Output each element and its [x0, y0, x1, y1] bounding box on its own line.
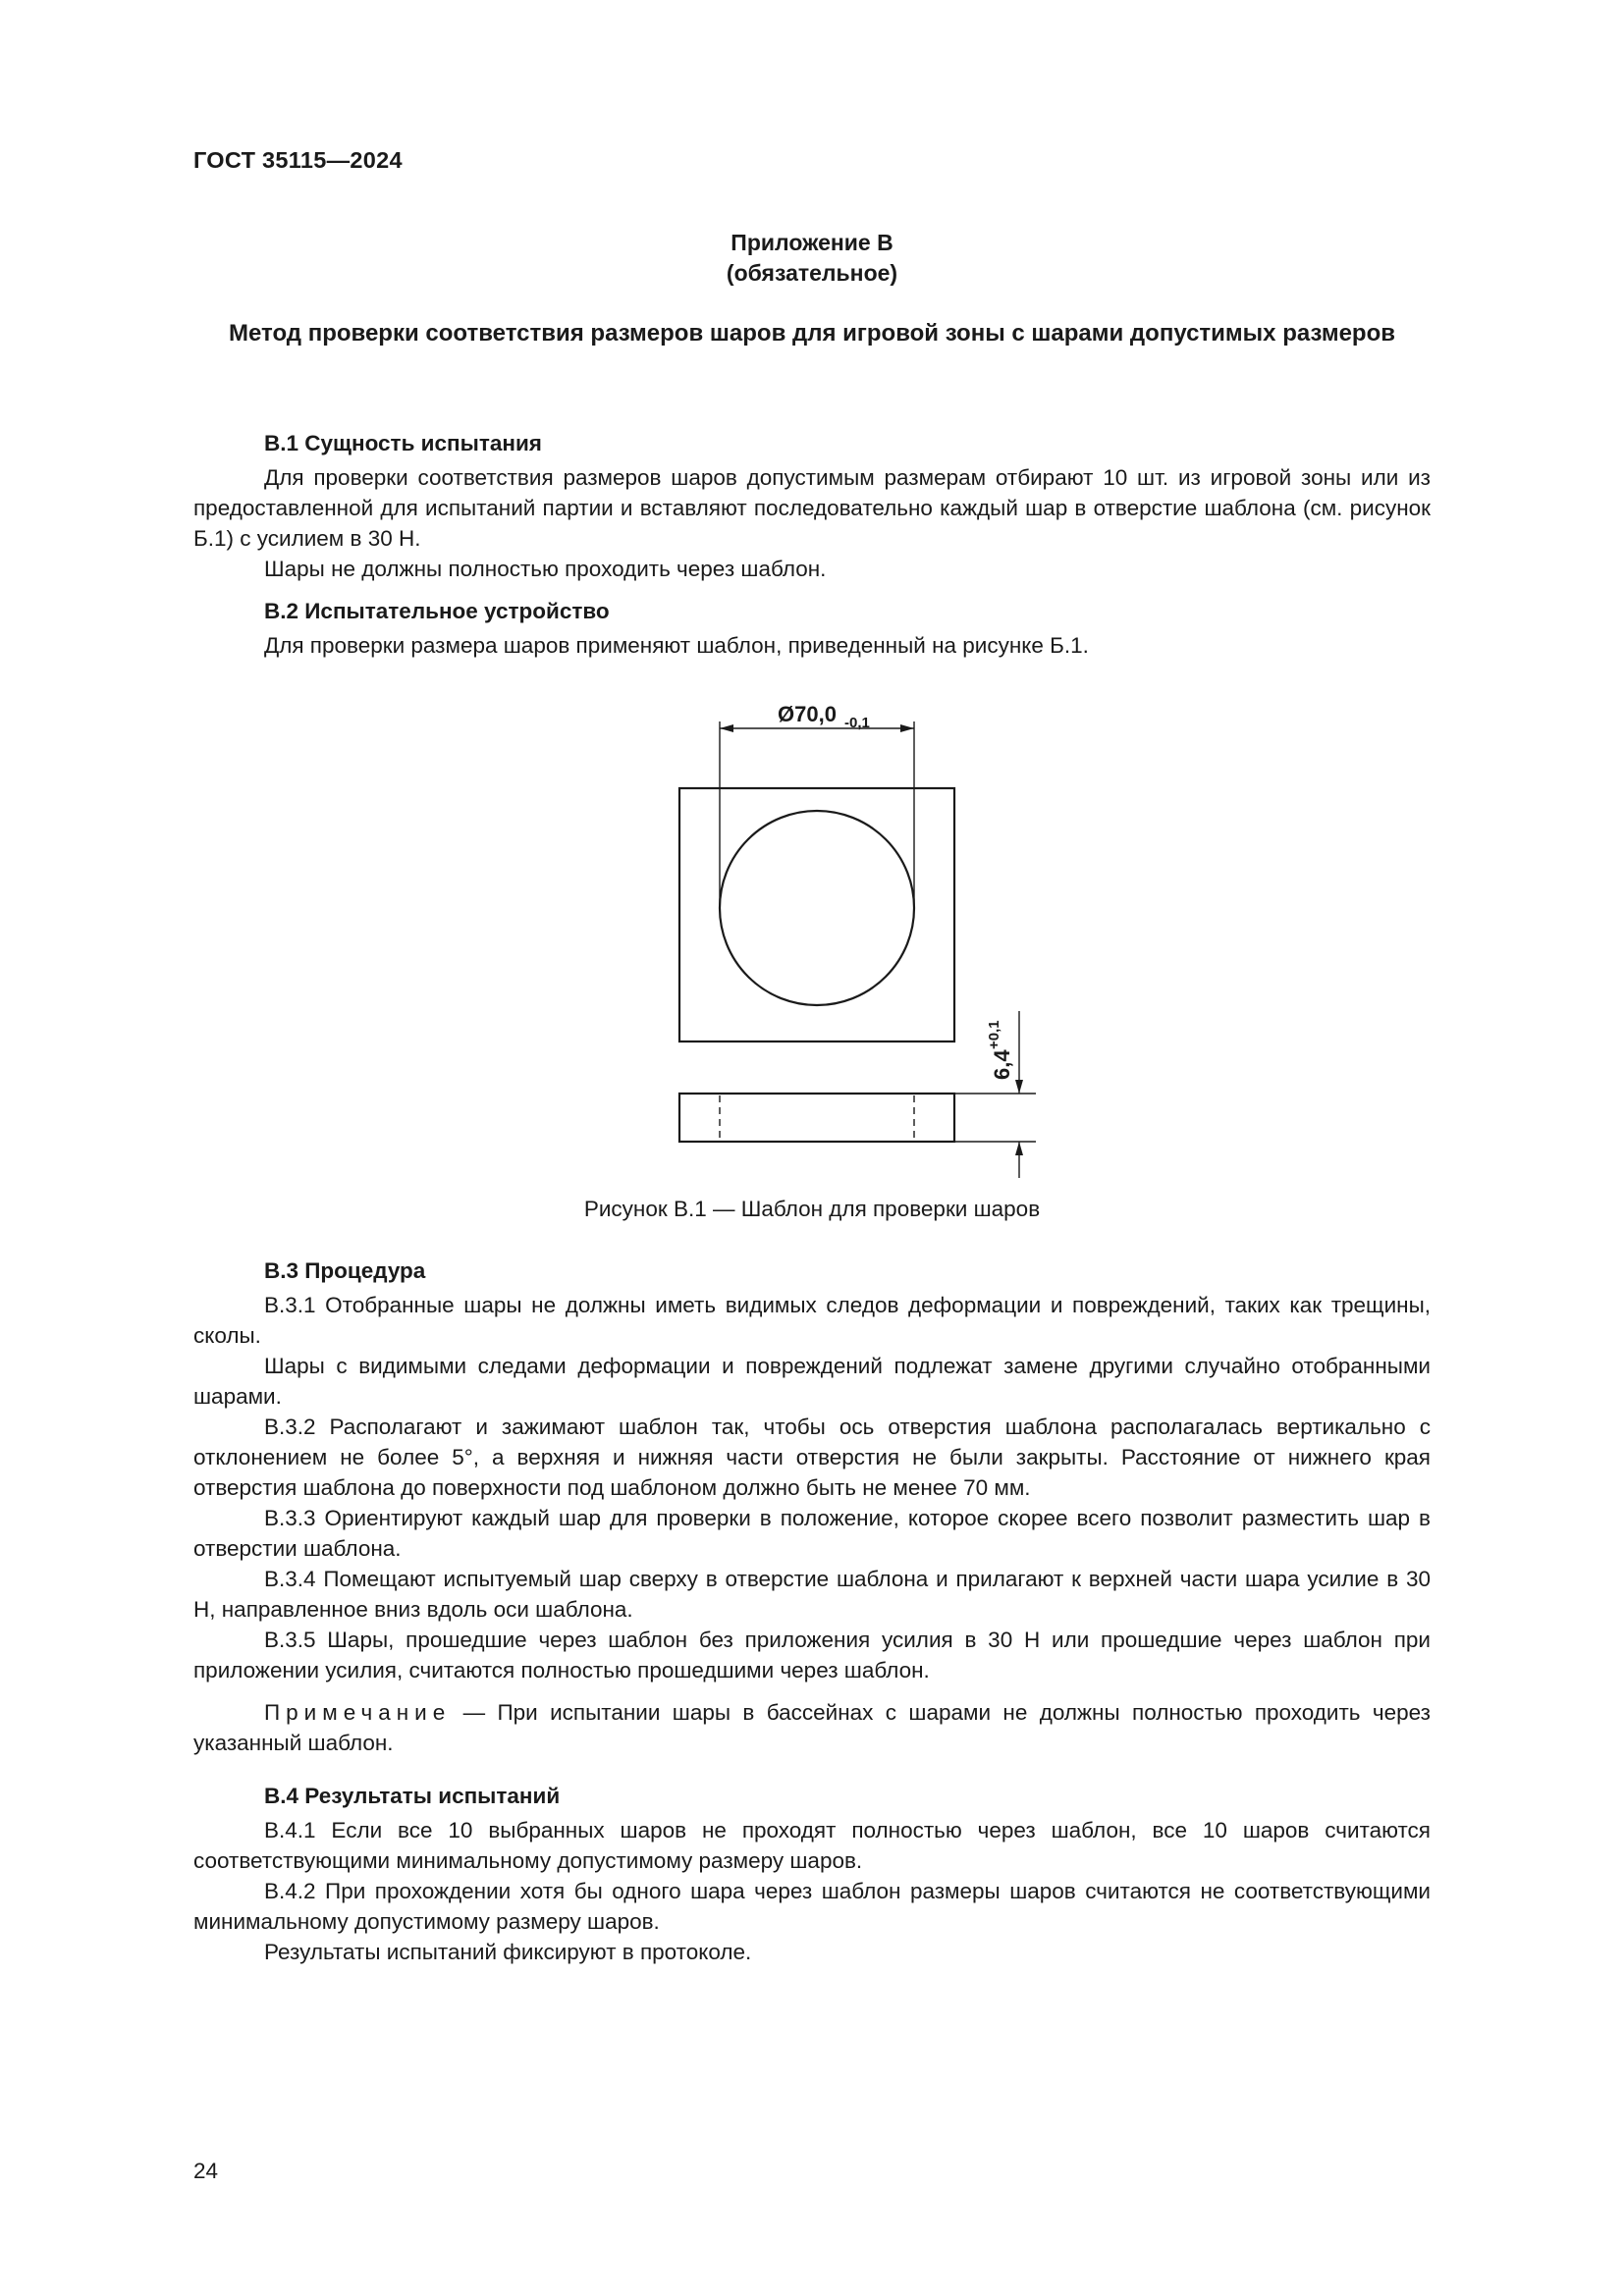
section-b4	[193, 1781, 1431, 1967]
paragraph: В.3.3 Ориентируют каждый шар для проверки в положение, которое скорее всего позволит разместить шар в отверстии шаблона.	[193, 1506, 1431, 1561]
section-heading-b2: В.2 Испытательное устройство	[264, 599, 610, 623]
section-heading-b4: В.4 Результаты испытаний	[264, 1784, 561, 1808]
paragraph: В.3.1 Отобранные шары не должны иметь видимых следов деформации и повреждений, таких как трещины, сколы.	[193, 1293, 1431, 1348]
paragraph: Для проверки соответствия размеров шаров допустимым размерам отбирают 10 шт. из игровой зоны или из предоставленной для испытаний партии и вставляют последовательно каждый шар в отверстие шаблона (см. рисунок Б.1) с усилием в 30 Н.	[193, 465, 1431, 551]
paragraph: Результаты испытаний фиксируют в протоколе.	[264, 1940, 752, 1964]
diameter-label: Ø70,0	[778, 702, 837, 726]
note-text: — При испытании шары в бассейнах с шарами не должны полностью проходить через указанный шаблон.	[193, 1700, 1431, 1755]
arrow-head	[900, 724, 914, 732]
paragraph: Шары не должны полностью проходить через шаблон.	[264, 557, 827, 581]
paragraph: Для проверки размера шаров применяют шаблон, приведенный на рисунке Б.1.	[264, 633, 1089, 658]
thickness-tolerance: +0,1	[986, 1020, 1002, 1049]
annex-title: Метод проверки соответствия размеров шаров для игровой зоны с шарами допустимых размеров	[229, 320, 1395, 347]
template-drawing-svg	[638, 687, 1051, 1198]
template-hole	[720, 811, 914, 1005]
paragraph: В.4.2 При прохождении хотя бы одного шара через шаблон размеры шаров считаются не соответствующими минимальному допустимому размеру шаров.	[193, 1879, 1431, 1934]
figure-template-drawing	[638, 687, 1051, 1198]
figure-caption: Рисунок В.1 — Шаблон для проверки шаров	[583, 1197, 1041, 1221]
note	[193, 1697, 1431, 1758]
paragraph: В.3.2 Располагают и зажимают шаблон так, чтобы ось отверстия шаблона располагалась вертикально с отклонением не более 5°, а верхняя и нижняя части отверстия не были закрыты. Расстояние от нижнего края отверстия шаблона до поверхности под шаблоном должно быть не менее 70 мм.	[193, 1415, 1431, 1500]
paragraph: В.3.4 Помещают испытуемый шар сверху в отверстие шаблона и прилагают к верхней части шара усилие в 30 Н, направленное вниз вдоль оси шаблона.	[193, 1567, 1431, 1622]
section-heading-b3: В.3 Процедура	[264, 1258, 426, 1283]
note-label: Примечание	[264, 1700, 452, 1725]
annex-label: Приложение В	[731, 230, 893, 255]
thickness-label: 6,4	[990, 1049, 1014, 1080]
paragraph: Шары с видимыми следами деформации и повреждений подлежат замене другими случайно отобранными шарами.	[193, 1354, 1431, 1409]
arrow-head	[1015, 1142, 1023, 1155]
template-side-view	[679, 1094, 954, 1142]
annex-heading	[193, 228, 1431, 289]
diameter-tolerance: -0,1	[844, 715, 870, 731]
page-number: 24	[193, 2159, 219, 2183]
section-heading-b1: В.1 Сущность испытания	[264, 431, 542, 455]
paragraph: В.3.5 Шары, прошедшие через шаблон без приложения усилия в 30 Н или прошедшие через шаблон при приложении усилия, считаются полностью прошедшими через шаблон.	[193, 1628, 1431, 1682]
section-b3	[193, 1255, 1431, 1758]
arrow-head	[720, 724, 733, 732]
annex-status: (обязательное)	[726, 260, 898, 286]
standard-header: ГОСТ 35115—2024	[193, 147, 403, 173]
paragraph: В.4.1 Если все 10 выбранных шаров не проходят полностью через шаблон, все 10 шаров считаются соответствующими минимальному допустимому размеру шаров.	[193, 1818, 1431, 1873]
sections-b1-b2	[193, 428, 1431, 661]
arrow-head	[1015, 1080, 1023, 1094]
